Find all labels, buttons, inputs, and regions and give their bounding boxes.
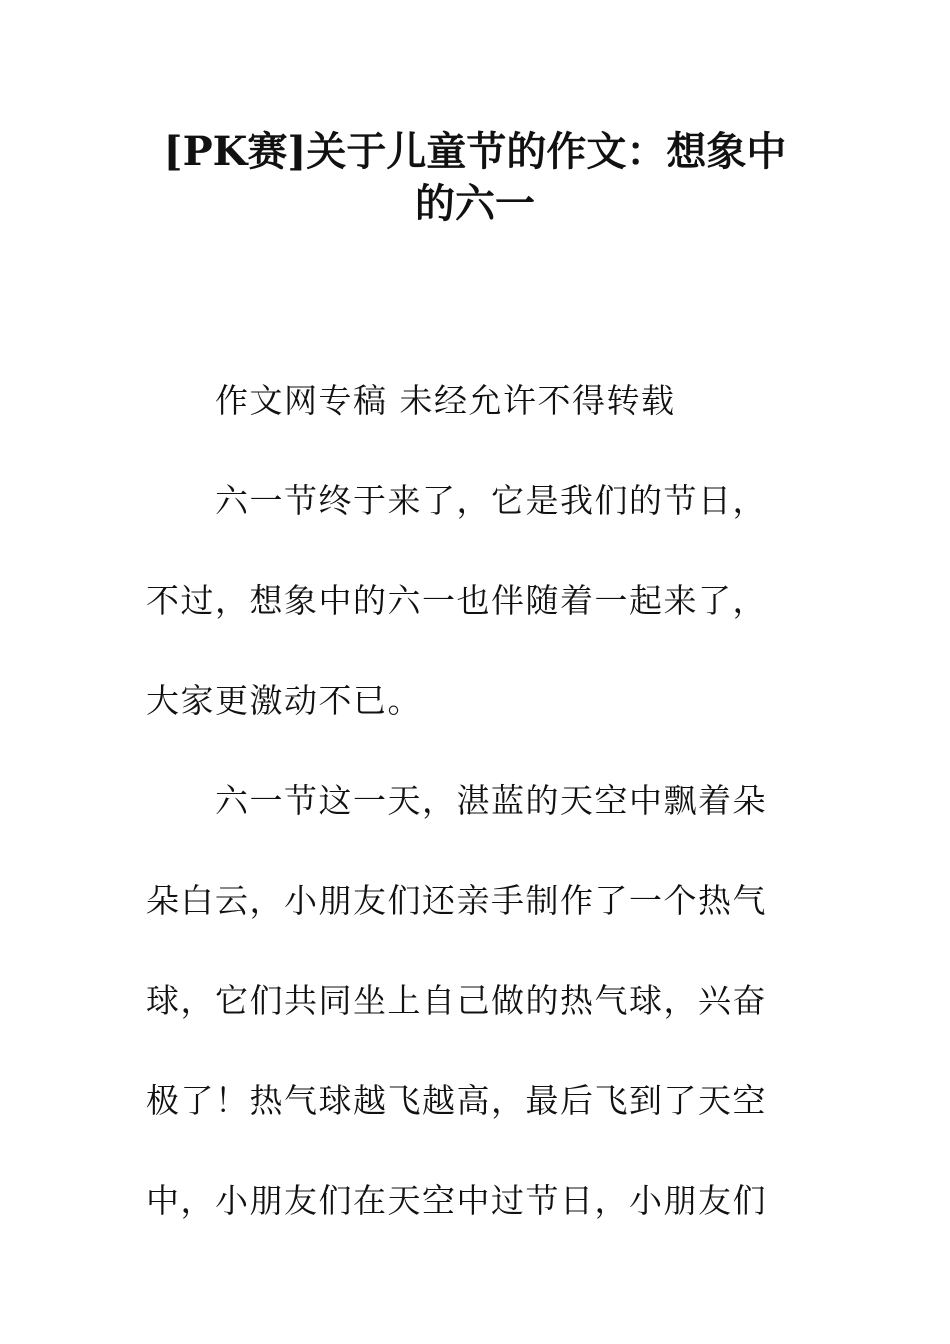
body-line: 朵白云，小朋友们还亲手制作了一个热气 (146, 881, 767, 920)
body-line: 六一节终于来了，它是我们的节日， (215, 481, 767, 520)
body-line: 六一节这一天，湛蓝的天空中飘着朵 (215, 781, 767, 820)
body-line: 不过，想象中的六一也伴随着一起来了， (146, 581, 767, 620)
title-line-2: 的六一 (415, 180, 535, 227)
body-line: 大家更激动不已。 (146, 681, 422, 720)
body-line-copyright-notice: 作文网专稿 未经允许不得转载 (215, 381, 676, 420)
body-line: 球，它们共同坐上自己做的热气球，兴奋 (146, 981, 767, 1020)
title-line-1: [PK赛]关于儿童节的作文：想象中 (163, 128, 787, 175)
body-line: 中，小朋友们在天空中过节日，小朋友们 (146, 1181, 767, 1220)
body-line: 极了！热气球越飞越高，最后飞到了天空 (146, 1081, 767, 1120)
